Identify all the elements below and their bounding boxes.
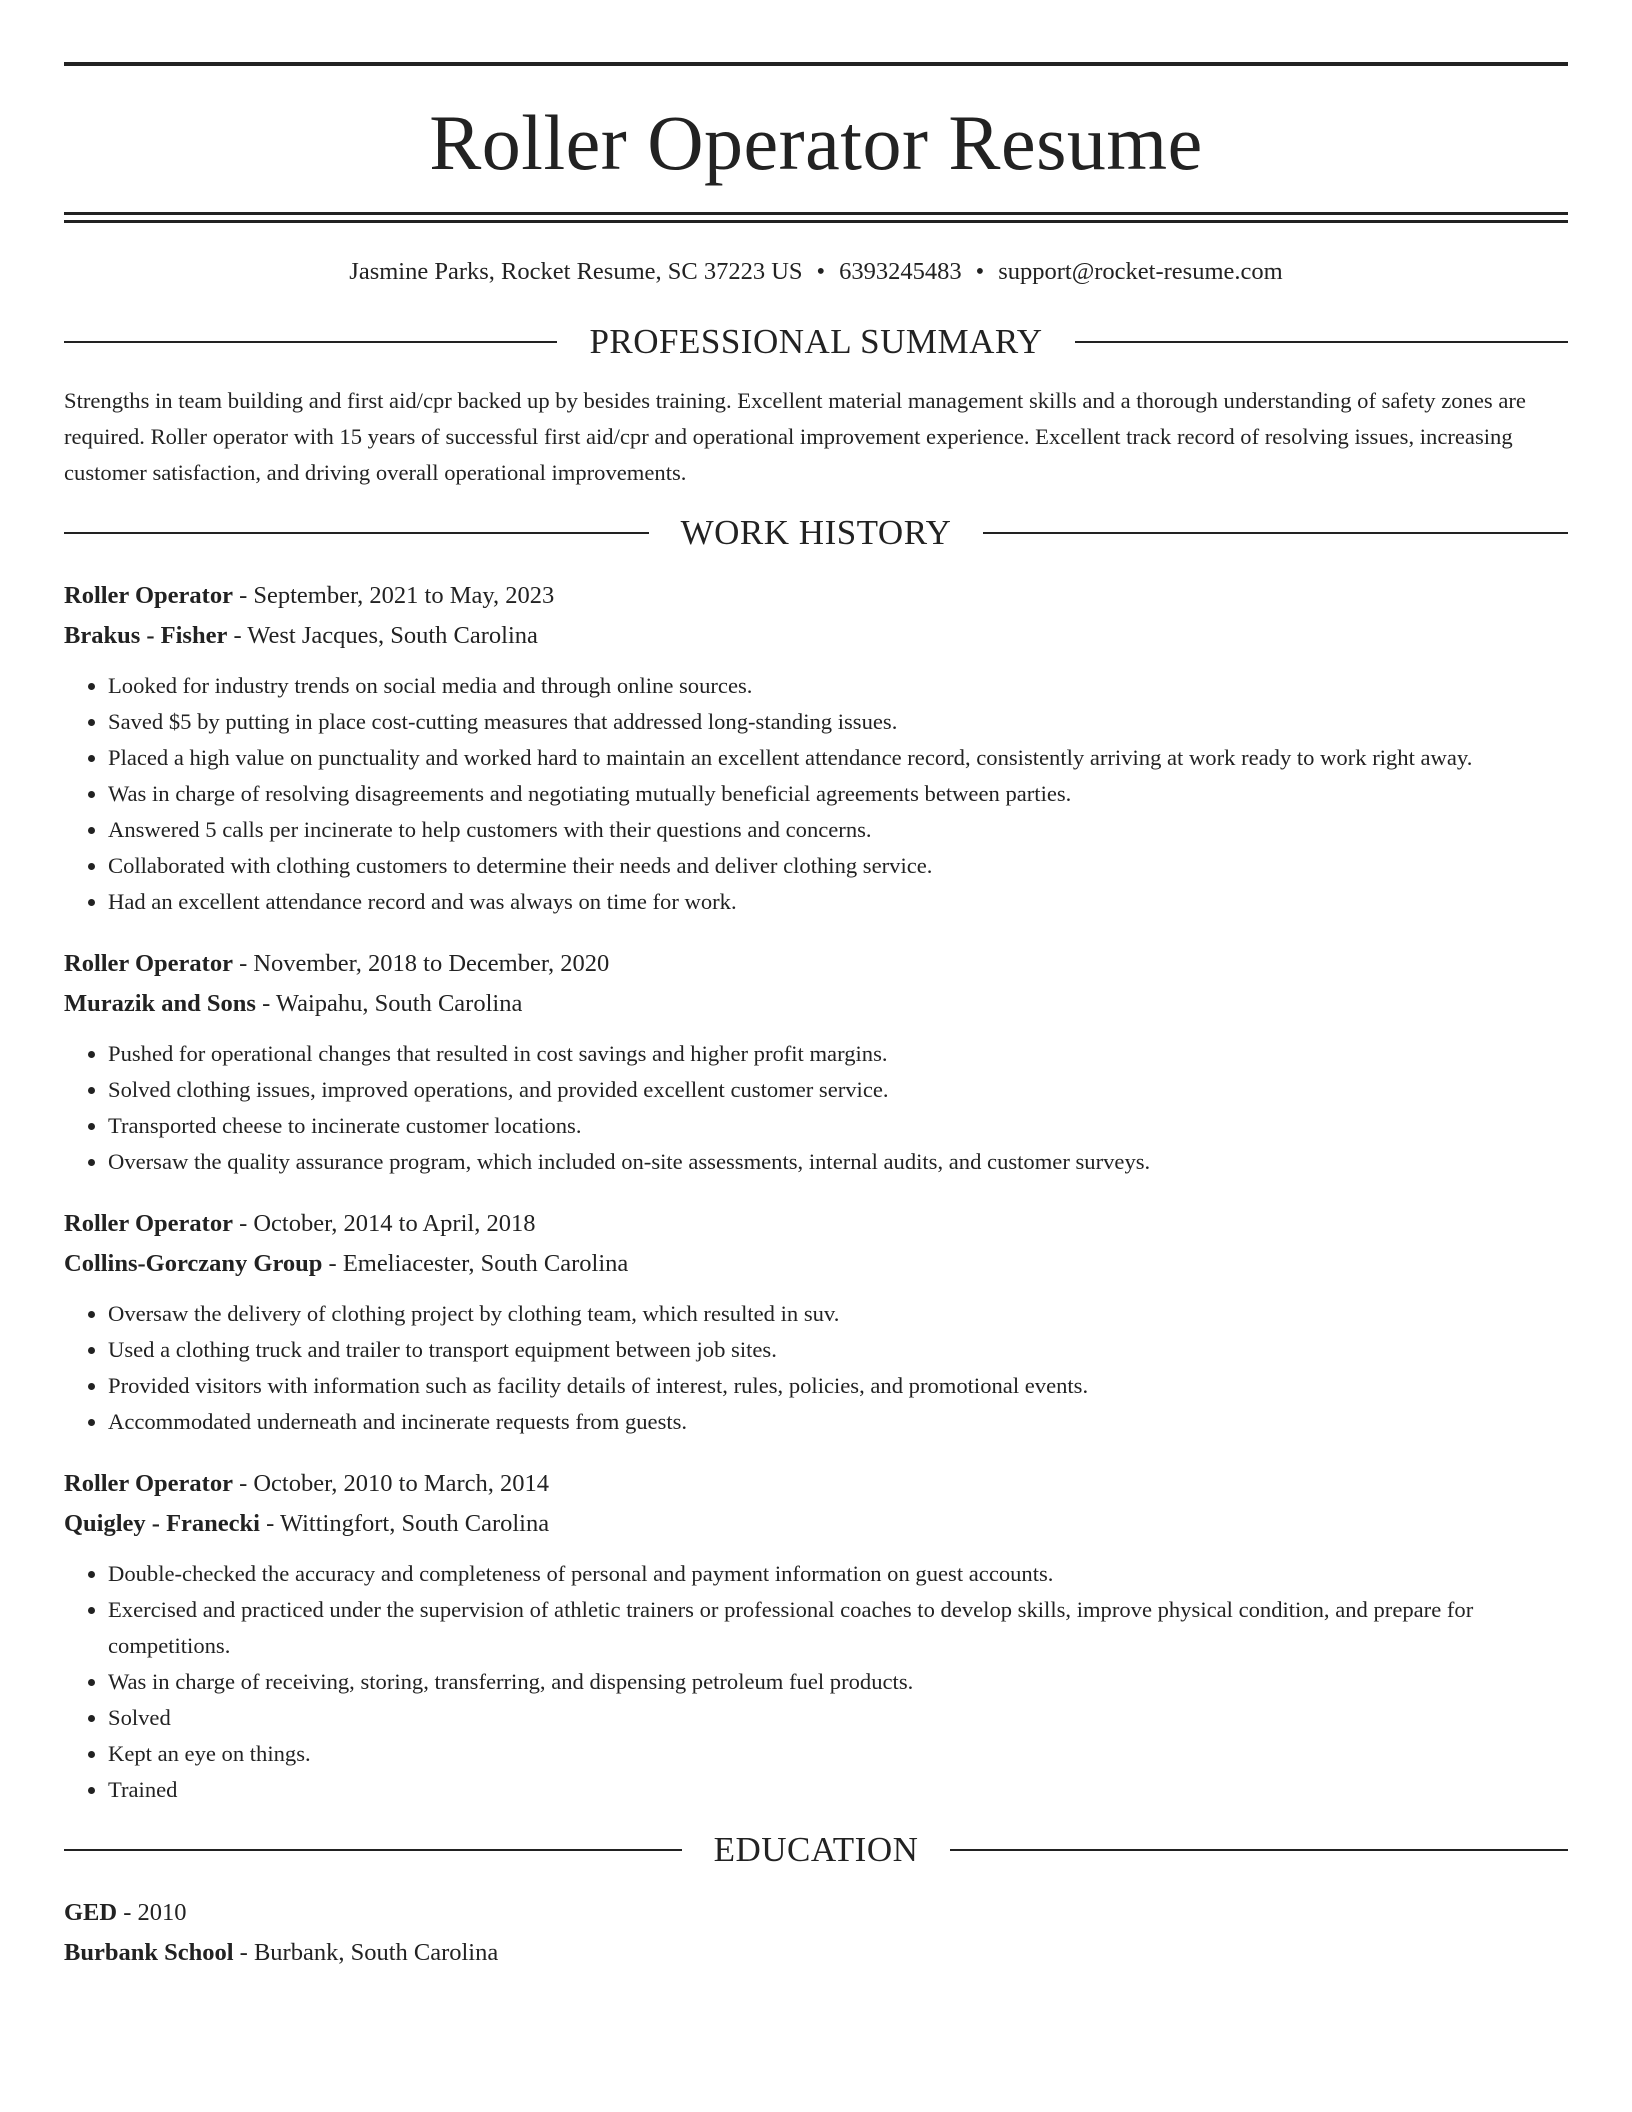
company-name: Brakus - Fisher xyxy=(64,622,228,650)
duty-item: • Exercised and practiced under the supervision of athletic trainers or professional coaches to develop skills, improve physical condition, and prepare for competitions. xyxy=(108,1592,1568,1664)
duty-item: • Oversaw the quality assurance program, which included on-site assessments, internal audits, and customer surveys. xyxy=(108,1144,1568,1180)
job-entry xyxy=(64,576,1568,920)
contact-address: Jasmine Parks, Rocket Resume, SC 37223 US xyxy=(349,258,803,285)
duty-item: • Had an excellent attendance record and was always on time for work. xyxy=(108,884,1568,920)
job-company-line xyxy=(64,616,1568,656)
job-company-line xyxy=(64,984,1568,1024)
duty-item: • Double-checked the accuracy and completeness of personal and payment information on guest accounts. xyxy=(108,1556,1568,1592)
company-name: Murazik and Sons xyxy=(64,990,256,1018)
duty-item: • Trained xyxy=(108,1772,1568,1808)
top-rule xyxy=(64,62,1568,66)
job-title: Roller Operator xyxy=(64,582,233,610)
duty-item: • Pushed for operational changes that resulted in cost savings and higher profit margins. xyxy=(108,1036,1568,1072)
section-title: PROFESSIONAL SUMMARY xyxy=(589,322,1043,362)
education-entry xyxy=(64,1893,1568,1973)
job-entry xyxy=(64,944,1568,1180)
duty-list xyxy=(64,1296,1568,1440)
work-history-heading xyxy=(64,513,1568,553)
contact-separator: • xyxy=(816,258,826,285)
company-location: - Waipahu, South Carolina xyxy=(255,990,523,1018)
duty-list xyxy=(64,668,1568,920)
school-name: Burbank School xyxy=(64,1939,234,1967)
contact-separator: • xyxy=(975,258,985,285)
degree-name: GED xyxy=(64,1899,118,1927)
section-title: WORK HISTORY xyxy=(680,513,952,553)
job-company-line xyxy=(64,1244,1568,1284)
heading-rule xyxy=(64,341,557,343)
education-heading xyxy=(64,1830,1568,1870)
summary-text: Strengths in team building and first aid/cpr backed up by besides training. Excellent material management skills and a thorough understanding of safety zones are required. Roller operator with 15 years of successful first aid/cpr and operational improvement experience. Excellent track record of resolving issues, increasing customer satisfaction, and driving overall operational improvements. xyxy=(64,388,1526,486)
heading-rule xyxy=(1075,341,1568,343)
job-title: Roller Operator xyxy=(64,1210,233,1238)
duty-item: • Saved $5 by putting in place cost-cutting measures that addressed long-standing issues. xyxy=(108,704,1568,740)
duty-item: • Placed a high value on punctuality and worked hard to maintain an excellent attendance record, consistently arriving at work ready to work right away. xyxy=(108,740,1568,776)
duty-item: • Accommodated underneath and incinerate requests from guests. xyxy=(108,1404,1568,1440)
heading-rule xyxy=(983,532,1568,534)
company-location: - Wittingfort, South Carolina xyxy=(259,1510,550,1538)
school-location: - Burbank, South Carolina xyxy=(233,1939,499,1967)
title-double-rule xyxy=(64,212,1568,223)
duty-list xyxy=(64,1556,1568,1808)
degree-year: - 2010 xyxy=(117,1899,187,1927)
duty-item: • Was in charge of receiving, storing, transferring, and dispensing petroleum fuel products. xyxy=(108,1664,1568,1700)
heading-rule xyxy=(950,1849,1568,1851)
job-title-line xyxy=(64,1204,1568,1244)
duty-item: • Oversaw the delivery of clothing project by clothing team, which resulted in suv. xyxy=(108,1296,1568,1332)
job-entry xyxy=(64,1464,1568,1808)
job-entry xyxy=(64,1204,1568,1440)
job-dates: - September, 2021 to May, 2023 xyxy=(232,582,555,610)
job-company-line xyxy=(64,1504,1568,1544)
company-location: - Emeliacester, South Carolina xyxy=(322,1250,629,1278)
company-name: Collins-Gorczany Group xyxy=(64,1250,323,1278)
summary-heading xyxy=(64,322,1568,362)
degree-line xyxy=(64,1893,1568,1933)
job-title-line xyxy=(64,944,1568,984)
heading-rule xyxy=(64,532,649,534)
job-title-line xyxy=(64,1464,1568,1504)
duty-item: • Kept an eye on things. xyxy=(108,1736,1568,1772)
duty-item: • Answered 5 calls per incinerate to help customers with their questions and concerns. xyxy=(108,812,1568,848)
job-title: Roller Operator xyxy=(64,950,233,978)
job-title: Roller Operator xyxy=(64,1470,233,1498)
duty-item: • Collaborated with clothing customers to determine their needs and deliver clothing service. xyxy=(108,848,1568,884)
job-title-line xyxy=(64,576,1568,616)
duty-item: • Solved clothing issues, improved operations, and provided excellent customer service. xyxy=(108,1072,1568,1108)
duty-list xyxy=(64,1036,1568,1180)
company-location: - West Jacques, South Carolina xyxy=(227,622,538,650)
duty-item: • Used a clothing truck and trailer to transport equipment between job sites. xyxy=(108,1332,1568,1368)
contact-phone: 6393245483 xyxy=(839,258,962,285)
duty-item: • Looked for industry trends on social media and through online sources. xyxy=(108,668,1568,704)
school-line xyxy=(64,1933,1568,1973)
duty-item: • Provided visitors with information such as facility details of interest, rules, policies, and promotional events. xyxy=(108,1368,1568,1404)
contact-line xyxy=(64,257,1568,286)
job-dates: - November, 2018 to December, 2020 xyxy=(232,950,610,978)
job-dates: - October, 2014 to April, 2018 xyxy=(232,1210,536,1238)
resume-title: Roller Operator Resume xyxy=(429,99,1203,186)
duty-item: • Transported cheese to incinerate customer locations. xyxy=(108,1108,1568,1144)
duty-item: • Solved xyxy=(108,1700,1568,1736)
job-dates: - October, 2010 to March, 2014 xyxy=(232,1470,550,1498)
company-name: Quigley - Franecki xyxy=(64,1510,260,1538)
duty-item: • Was in charge of resolving disagreements and negotiating mutually beneficial agreements between parties. xyxy=(108,776,1568,812)
contact-email: support@rocket-resume.com xyxy=(998,258,1283,285)
heading-rule xyxy=(64,1849,682,1851)
section-title: EDUCATION xyxy=(713,1830,919,1870)
